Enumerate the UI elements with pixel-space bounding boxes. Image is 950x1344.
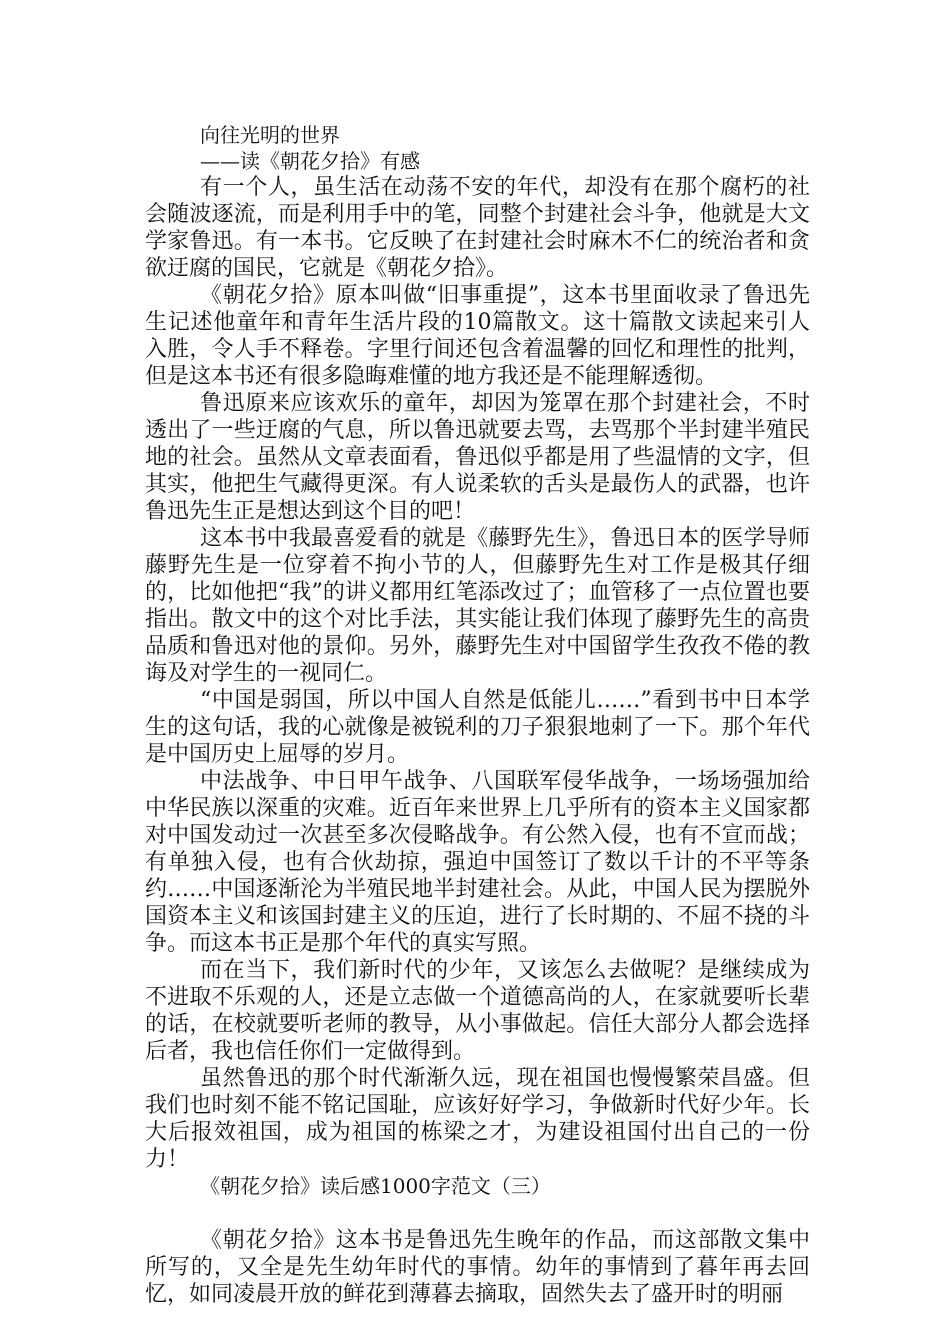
paragraph: 而在当下，我们新时代的少年，又该怎么去做呢？是继续成为不进取不乐观的人，还是立志做一个道德高尚的人，在家就要听长辈的话，在校就要听老师的教导，从小事做起。信任大部分人都会选择后者，我也信任你们一定做得到。 — [145, 958, 810, 1064]
final-paragraph: 《朝花夕拾》这本书是鲁迅先生晚年的作品，而这部散文集中所写的，又全是先生幼年时代的事情。幼年的事情到了暮年再去回忆，如同凌晨开放的鲜花到薄暮去摘取，固然失去了盛开时的明丽 — [145, 1228, 810, 1307]
essay-title: 向往光明的世界 — [200, 123, 340, 147]
paragraph: 鲁迅原来应该欢乐的童年，却因为笼罩在那个封建社会，不时透出了一些迂腐的气息，所以鲁迅就要去骂，去骂那个半封建半殖民地的社会。虽然从文章表面看，鲁迅似乎都是用了些温情的文字，但其实，他把生气藏得更深。有人说柔软的舌头是最伤人的武器，也许鲁迅先生正是想达到这个目的吧！ — [145, 391, 810, 524]
paragraph: 《朝花夕拾》原本叫做“旧事重提”，这本书里面收录了鲁迅先生记述他童年和青年生活片段的10篇散文。这十篇散文读起来引人入胜，令人手不释卷。字里行间还包含着温馨的回忆和理性的批判，但是这本书还有很多隐晦难懂的地方我还是不能理解透彻。 — [145, 283, 810, 389]
paragraph: “中国是弱国，所以中国人自然是低能儿……”看到书中日本学生的这句话，我的心就像是被锐利的刀子狠狠地刺了一下。那个年代是中国历史上屈辱的岁月。 — [145, 688, 810, 767]
paragraph: 虽然鲁迅的那个时代渐渐久远，现在祖国也慢慢繁荣昌盛。但我们也时刻不能不铭记国耻，应该好好学习，争做新时代好少年。长大后报效祖国，成为祖国的栋梁之才，为建设祖国付出自己的一份力！ — [145, 1066, 810, 1172]
paragraph: 有一个人，虽生活在动荡不安的年代，却没有在那个腐朽的社会随波逐流，而是利用手中的笔，同整个封建社会斗争，他就是大文学家鲁迅。有一本书。它反映了在封建社会时麻木不仁的统治者和贪欲迂腐的国民，它就是《朝花夕拾》。 — [145, 175, 810, 281]
paragraph: 这本书中我最喜爱看的就是《藤野先生》，鲁迅日本的医学导师藤野先生是一位穿着不拘小节的人，但藤野先生对工作是极其仔细的，比如他把“我”的讲义都用红笔添改过了；血管移了一点位置也要指出。散文中的这个对比手法，其实能让我们体现了藤野先生的高贵品质和鲁迅对他的景仰。另外，藤野先生对中国留学生孜孜不倦的教诲及对学生的一视同仁。 — [145, 526, 810, 686]
document-page — [145, 122, 810, 1308]
paragraph: 中法战争、中日甲午战争、八国联军侵华战争，一场场强加给中华民族以深重的灾难。近百年来世界上几乎所有的资本主义国家都对中国发动过一次甚至多次侵略战争。有公然入侵，也有不宣而战；有单独入侵，也有合伙劫掠，强迫中国签订了数以千计的不平等条约……中国逐渐沦为半殖民地半封建社会。从此，中国人民为摆脱外国资本主义和该国封建主义的压迫，进行了长时期的、不屈不挠的斗争。而这本书正是那个年代的真实写照。 — [145, 769, 810, 956]
essay-subtitle: ——读《朝花夕拾》有感 — [200, 149, 420, 173]
section-heading: 《朝花夕拾》读后感1000字范文（三） — [200, 1174, 551, 1198]
